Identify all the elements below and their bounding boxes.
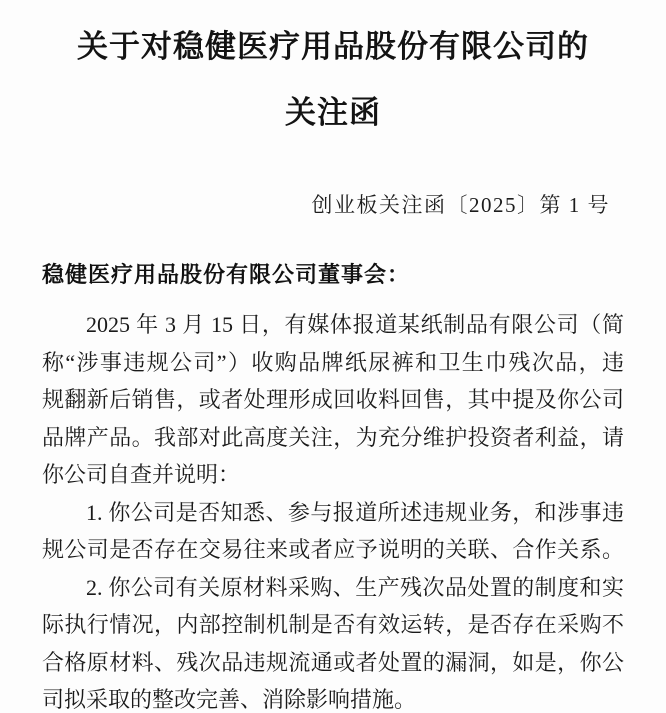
body-line: 司拟采取的整改完善、消除影响措施。 [42, 687, 417, 712]
body-line: 际执行情况，内部控制机制是否有效运转，是否存在采购不 [42, 612, 624, 637]
title-line-1: 关于对稳健医疗用品股份有限公司的 [77, 29, 589, 64]
addressee-line: 稳健医疗用品股份有限公司董事会： [42, 262, 411, 287]
body-line: 品牌产品。我部对此高度关注，为充分维护投资者利益，请 [42, 424, 624, 450]
body-line: 你公司自查并说明： [42, 462, 241, 487]
body-line: 1. 你公司是否知悉、参与报道所述违规业务，和涉事违 [86, 499, 624, 525]
document-title [0, 14, 666, 146]
reference-number: 创业板关注函〔2025〕第 1 号 [311, 193, 610, 217]
title-line-2: 关注函 [285, 95, 381, 130]
document-body [0, 306, 666, 713]
body-line: 2025 年 3 月 15 日，有媒体报道某纸制品有限公司（简 [86, 312, 624, 337]
body-line: 合格原材料、残次品违规流通或者处置的漏洞，如是，你公 [42, 649, 624, 675]
body-line: 称“涉事违规公司”）收购品牌纸尿裤和卫生巾残次品，违 [42, 349, 624, 375]
body-line: 规公司是否存在交易往来或者应予说明的关联、合作关系。 [42, 537, 624, 562]
body-line: 2. 你公司有关原材料采购、生产残次品处置的制度和实 [86, 574, 624, 600]
body-line: 规翻新后销售，或者处理形成回收料回售，其中提及你公司 [42, 387, 624, 412]
